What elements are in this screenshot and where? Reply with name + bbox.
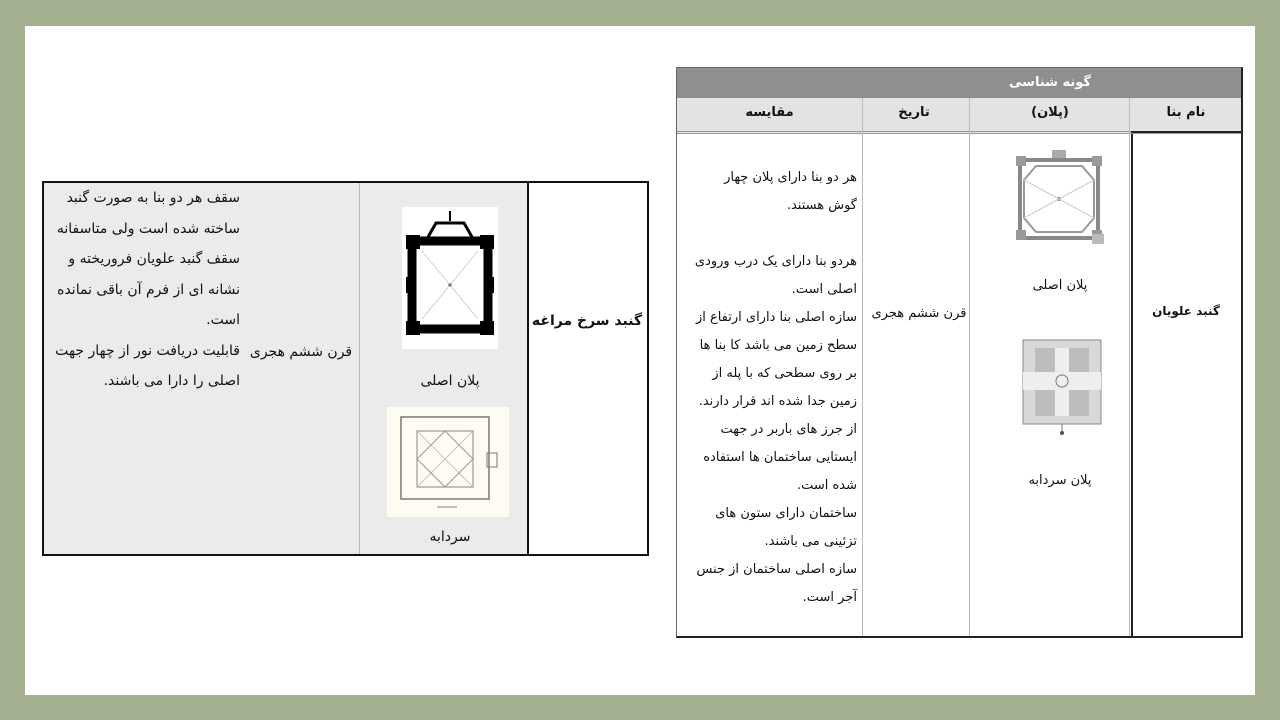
comparison-table-maragheh (42, 181, 649, 556)
comparison-line: قابلیت دریافت نور از چهار جهت اصلی را دارا می باشند. (55, 342, 240, 389)
building-name: گنبد سرخ مراغه (531, 313, 643, 329)
name-cell (527, 183, 647, 554)
header-blank-cell (677, 68, 863, 98)
comparison-line: از جرز های باربر در جهت ایستایی ساختمان ها استفاده شده است. (703, 422, 857, 493)
plan-caption-crypt: سردابه (429, 529, 471, 545)
comparison-line: هردو بنا دارای یک درب ورودی اصلی است. (694, 254, 857, 297)
name-cell (1131, 134, 1241, 636)
plan-caption-main: پلان اصلی (1032, 278, 1088, 293)
column-header-row (677, 98, 1241, 134)
column-divider (1129, 98, 1130, 636)
date-cell: قرن ششم هجری (249, 344, 353, 360)
header-plan: (پلان) (1031, 105, 1069, 120)
comparison-line: هر دو بنا دارای پلان چهار گوش هستند. (724, 170, 857, 213)
floor-plan-drawing-icon (1012, 150, 1108, 250)
date-cell: قرن ششم هجری (871, 306, 967, 321)
group-header: گونه شناسی (859, 68, 1241, 98)
header-date: تاریخ (898, 105, 930, 120)
header-building-name: نام بنا (1131, 98, 1241, 133)
comparison-text (693, 164, 857, 612)
plan-caption-crypt: پلان سردابه (1028, 473, 1092, 488)
date-cell-bg (240, 183, 359, 554)
building-name: گنبد علویان (1152, 304, 1220, 318)
comparison-line (693, 220, 857, 248)
plan-caption-main: پلان اصلی (420, 373, 480, 389)
typology-table-alavian (676, 67, 1243, 638)
crypt-plan-drawing-icon (387, 407, 509, 517)
comparison-line: سازه اصلی بنا دارای ارتفاع از سطح زمین می باشد کا بنا ها بر روی سطحی که با پله از زمین جدا شده اند قرار دارند. (695, 310, 857, 409)
comparison-line: سقف هر دو بنا به صورت گنبد ساخته شده است ولی متاسفانه سقف گنبد علویان فروریخته و نشانه ای از فرم آن باقی نمانده است. (56, 190, 240, 328)
comparison-line: سازه اصلی ساختمان از جنس آجر است. (696, 562, 857, 605)
comparison-line: ساختمان دارای ستون های تزئینی می باشند. (715, 506, 857, 549)
column-divider (862, 98, 863, 636)
column-divider (969, 98, 970, 636)
header-comparison: مقایسه (745, 105, 794, 120)
floor-plan-drawing-icon (402, 207, 498, 349)
crypt-plan-drawing-icon (1021, 338, 1103, 436)
comparison-text (52, 183, 240, 397)
